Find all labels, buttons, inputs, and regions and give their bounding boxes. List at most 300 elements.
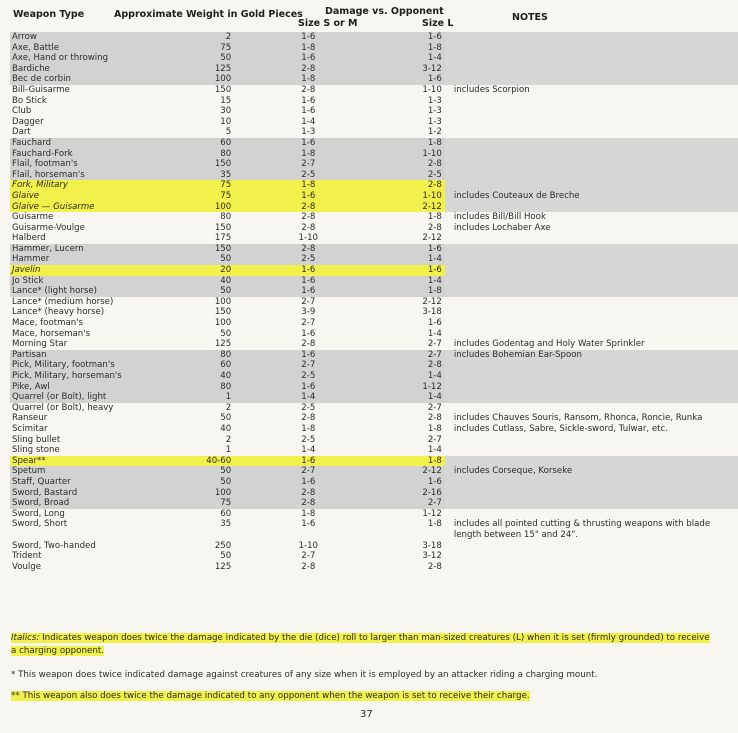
weapon-name: Bo Stick bbox=[12, 95, 47, 106]
table-row bbox=[10, 180, 738, 191]
damage-l: 1-3 bbox=[427, 95, 442, 106]
table-row bbox=[10, 106, 738, 117]
weapon-name: Morning Star bbox=[12, 339, 68, 350]
damage-sm: 2-8 bbox=[301, 222, 316, 233]
damage-l: 1-6 bbox=[377, 265, 445, 276]
weapon-weight: 40 bbox=[149, 276, 239, 287]
weapon-name: Partisan bbox=[10, 350, 149, 361]
weapon-weight: 5 bbox=[225, 127, 232, 138]
damage-l bbox=[377, 530, 445, 541]
damage-l: 2-12 bbox=[422, 233, 442, 244]
table-row bbox=[10, 466, 738, 477]
footnote-lance: * This weapon does twice indicated damage against creatures of any size when it is employed by an attacker riding a charging mount. bbox=[11, 670, 598, 680]
damage-sm: 1-3 bbox=[301, 127, 316, 138]
damage-sm: 1-6 bbox=[239, 53, 377, 64]
weapon-note bbox=[445, 127, 738, 138]
damage-sm: 2-5 bbox=[239, 254, 377, 265]
table-row bbox=[10, 233, 738, 244]
weapon-note bbox=[445, 435, 738, 446]
weapon-weight: 100 bbox=[214, 318, 232, 329]
weapon-name: Pick, Military, footman's bbox=[10, 360, 149, 371]
weapon-note: length between 15" and 24". bbox=[453, 529, 579, 540]
damage-sm: 2-8 bbox=[239, 498, 377, 509]
table-row bbox=[10, 424, 738, 435]
weapon-note bbox=[445, 32, 738, 43]
weapon-weight: 100 bbox=[149, 488, 239, 499]
weapon-name: Staff, Quarter bbox=[10, 477, 149, 488]
table-row bbox=[10, 445, 738, 456]
weapon-weight: 50 bbox=[149, 254, 239, 265]
table-row bbox=[10, 53, 738, 64]
damage-l: 1-8 bbox=[377, 138, 445, 149]
table-row bbox=[10, 551, 738, 562]
damage-l: 3-12 bbox=[422, 551, 442, 562]
damage-sm: 2-8 bbox=[301, 413, 316, 424]
damage-l: 2-8 bbox=[377, 159, 445, 170]
weapon-weight: 100 bbox=[149, 74, 239, 85]
damage-sm: 1-8 bbox=[239, 43, 377, 54]
table-row bbox=[10, 117, 738, 128]
weapon-weight: 2 bbox=[225, 402, 232, 413]
table-row bbox=[10, 477, 738, 488]
weapon-name: Sword, Short bbox=[12, 519, 68, 530]
weapon-name: Dart bbox=[12, 127, 31, 138]
table-row bbox=[10, 329, 738, 340]
weapon-name: Sword, Bastard bbox=[10, 488, 149, 499]
weapon-name: Axe, Battle bbox=[10, 43, 149, 54]
table-row bbox=[10, 85, 738, 96]
weapon-note: includes Bohemian Ear-Spoon bbox=[445, 350, 738, 361]
damage-l: 2-8 bbox=[377, 360, 445, 371]
damage-l: 3-18 bbox=[422, 307, 442, 318]
damage-sm: 1-6 bbox=[239, 32, 377, 43]
weapon-weight: 15 bbox=[220, 95, 232, 106]
damage-l: 2-7 bbox=[427, 402, 442, 413]
weapon-note bbox=[445, 403, 738, 414]
weapon-weight: 150 bbox=[149, 244, 239, 255]
weapon-note bbox=[445, 509, 738, 520]
weapon-note bbox=[445, 170, 738, 181]
weapon-name: Scimitar bbox=[12, 423, 48, 434]
weapon-note: includes Corseque, Korseke bbox=[445, 466, 738, 477]
damage-sm: 2-5 bbox=[239, 371, 377, 382]
weapon-note: includes Lochaber Axe bbox=[453, 222, 551, 233]
weapon-weight: 75 bbox=[149, 191, 239, 202]
weapon-name: Fauchard-Fork bbox=[10, 149, 149, 160]
weapon-note bbox=[445, 276, 738, 287]
damage-l: 1-4 bbox=[377, 276, 445, 287]
damage-sm: 1-8 bbox=[239, 149, 377, 160]
weapon-name: Flail, footman's bbox=[10, 159, 149, 170]
damage-l: 2-12 bbox=[377, 202, 445, 213]
damage-l: 1-2 bbox=[427, 127, 442, 138]
table-row bbox=[10, 435, 738, 446]
header-size-l: Size L bbox=[422, 18, 454, 29]
damage-l: 1-6 bbox=[427, 318, 442, 329]
page-number: 37 bbox=[360, 709, 373, 720]
weapon-weight: 80 bbox=[149, 350, 239, 361]
table-row bbox=[10, 318, 738, 329]
damage-l: 1-12 bbox=[377, 382, 445, 393]
weapon-name: Jo Stick bbox=[10, 276, 149, 287]
damage-l: 1-6 bbox=[377, 32, 445, 43]
damage-sm: 1-6 bbox=[239, 382, 377, 393]
damage-l: 1-4 bbox=[427, 445, 442, 456]
damage-l: 1-10 bbox=[377, 149, 445, 160]
weapon-name: Mace, footman's bbox=[12, 318, 83, 329]
weapon-note: includes Scorpion bbox=[453, 84, 530, 95]
weapon-weight: 60 bbox=[149, 360, 239, 371]
footnote-spear-text: ** This weapon also does twice the damage indicated to any opponent when the weapon is set to receive their charge. bbox=[11, 691, 530, 701]
table-row bbox=[10, 498, 738, 509]
weapon-name: Spetum bbox=[10, 466, 149, 477]
weapon-weight: 150 bbox=[214, 84, 232, 95]
damage-l: 2-7 bbox=[377, 350, 445, 361]
table-row bbox=[10, 191, 738, 202]
damage-sm: 2-7 bbox=[239, 466, 377, 477]
damage-sm: 2-8 bbox=[301, 212, 316, 223]
weapon-weight: 150 bbox=[149, 159, 239, 170]
weapon-name: Sword, Long bbox=[12, 508, 65, 519]
table-row bbox=[10, 159, 738, 170]
damage-sm: 2-8 bbox=[239, 488, 377, 499]
weapon-note bbox=[445, 392, 738, 403]
damage-sm: 1-8 bbox=[301, 423, 316, 434]
weapon-name: Guisarme-Voulge bbox=[12, 222, 85, 233]
weapon-name: Lance* (medium horse) bbox=[12, 296, 114, 307]
weapon-name: Hammer, Lucern bbox=[10, 244, 149, 255]
weapons-table bbox=[10, 32, 738, 572]
weapon-note: includes Couteaux de Breche bbox=[445, 191, 738, 202]
damage-l: 1-3 bbox=[427, 116, 442, 127]
damage-l: 2-7 bbox=[427, 434, 442, 445]
damage-sm: 1-4 bbox=[301, 445, 316, 456]
damage-l: 2-8 bbox=[377, 180, 445, 191]
table-row bbox=[10, 371, 738, 382]
weapon-weight: 10 bbox=[220, 116, 232, 127]
weapon-note: includes Godentag and Holy Water Sprinkler bbox=[453, 339, 645, 350]
damage-sm: 1-8 bbox=[239, 180, 377, 191]
weapon-name: Hammer bbox=[10, 254, 149, 265]
weapon-note bbox=[445, 244, 738, 255]
damage-sm: 1-6 bbox=[301, 95, 316, 106]
damage-sm: 2-5 bbox=[301, 434, 316, 445]
weapon-name: Fauchard bbox=[10, 138, 149, 149]
weapon-name: Mace, horseman's bbox=[12, 328, 91, 339]
weapon-weight: 40 bbox=[220, 423, 232, 434]
header-size-sm: Size S or M bbox=[298, 18, 358, 29]
weapon-weight: 50 bbox=[149, 286, 239, 297]
table-row bbox=[10, 403, 738, 414]
table-row bbox=[10, 392, 738, 403]
weapon-note bbox=[445, 562, 738, 573]
weapon-weight: 50 bbox=[149, 466, 239, 477]
weapon-note bbox=[445, 233, 738, 244]
damage-sm: 1-6 bbox=[239, 265, 377, 276]
table-row bbox=[10, 127, 738, 138]
weapon-note bbox=[445, 64, 738, 75]
damage-l: 3-12 bbox=[377, 64, 445, 75]
table-row bbox=[10, 254, 738, 265]
table-row bbox=[10, 32, 738, 43]
weapon-name: Guisarme bbox=[12, 212, 54, 223]
damage-l: 1-10 bbox=[377, 191, 445, 202]
weapon-weight: 125 bbox=[214, 339, 232, 350]
table-row bbox=[10, 339, 738, 350]
weapon-name: Trident bbox=[12, 551, 42, 562]
weapon-name: Flail, horseman's bbox=[10, 170, 149, 181]
damage-sm: 1-6 bbox=[239, 477, 377, 488]
weapon-note bbox=[445, 265, 738, 276]
weapon-weight: 40-60 bbox=[149, 456, 239, 467]
damage-l: 2-7 bbox=[377, 498, 445, 509]
weapon-weight: 60 bbox=[149, 138, 239, 149]
damage-l: 1-4 bbox=[427, 328, 442, 339]
weapon-weight: 2 bbox=[149, 32, 239, 43]
damage-sm: 2-5 bbox=[301, 402, 316, 413]
table-row bbox=[10, 286, 738, 297]
weapon-name: Sling stone bbox=[12, 445, 60, 456]
weapon-name: Javelin bbox=[10, 265, 149, 276]
footnote-spear bbox=[11, 690, 530, 703]
header-damage: Damage vs. Opponent bbox=[325, 6, 444, 17]
damage-l: 1-3 bbox=[427, 106, 442, 117]
damage-l: 2-12 bbox=[377, 466, 445, 477]
table-row bbox=[10, 202, 738, 213]
weapon-note bbox=[445, 138, 738, 149]
table-row bbox=[10, 138, 738, 149]
damage-sm: 1-8 bbox=[239, 74, 377, 85]
weapon-note bbox=[445, 180, 738, 191]
weapon-name: Pick, Military, horseman's bbox=[10, 371, 149, 382]
table-row bbox=[10, 530, 738, 541]
weapon-weight bbox=[149, 530, 239, 541]
damage-sm: 1-10 bbox=[298, 540, 319, 551]
footnote-italics-label: Italics: bbox=[11, 633, 40, 643]
weapon-note bbox=[445, 360, 738, 371]
damage-sm: 1-6 bbox=[239, 350, 377, 361]
weapon-note bbox=[445, 541, 738, 552]
weapon-note bbox=[445, 149, 738, 160]
table-row bbox=[10, 43, 738, 54]
weapon-name: Bardiche bbox=[10, 64, 149, 75]
damage-l: 1-8 bbox=[427, 519, 442, 530]
weapon-weight: 35 bbox=[149, 170, 239, 181]
damage-l: 1-10 bbox=[422, 84, 442, 95]
footnote-italics-text: Indicates weapon does twice the damage indicated by the die (dice) roll to larger than man-sized creatures (L) when it is set (firmly grounded) to receive a charging opponent. bbox=[11, 633, 710, 656]
weapon-name: Club bbox=[12, 106, 32, 117]
damage-l: 1-4 bbox=[377, 53, 445, 64]
weapon-note bbox=[445, 498, 738, 509]
damage-sm: 2-7 bbox=[301, 551, 316, 562]
weapon-weight: 50 bbox=[149, 477, 239, 488]
damage-sm: 2-7 bbox=[301, 318, 316, 329]
damage-sm: 1-6 bbox=[301, 519, 316, 530]
damage-l: 2-7 bbox=[427, 339, 442, 350]
weapon-note bbox=[445, 318, 738, 329]
weapon-note bbox=[445, 159, 738, 170]
damage-sm: 1-4 bbox=[239, 392, 377, 403]
damage-l: 2-8 bbox=[427, 413, 442, 424]
weapon-note bbox=[445, 477, 738, 488]
damage-sm: 1-6 bbox=[239, 456, 377, 467]
weapon-note bbox=[445, 329, 738, 340]
damage-sm: 1-6 bbox=[239, 286, 377, 297]
table-row bbox=[10, 307, 738, 318]
weapon-weight: 50 bbox=[220, 328, 232, 339]
weapon-weight: 125 bbox=[149, 64, 239, 75]
weapon-name: Fork, Military bbox=[10, 180, 149, 191]
damage-sm: 1-6 bbox=[301, 106, 316, 117]
weapon-note bbox=[445, 456, 738, 467]
weapon-name: Quarrel (or Bolt), light bbox=[10, 392, 149, 403]
damage-l: 3-18 bbox=[422, 540, 442, 551]
table-row bbox=[10, 276, 738, 287]
damage-sm: 1-4 bbox=[301, 116, 316, 127]
damage-sm: 2-7 bbox=[239, 360, 377, 371]
weapon-weight: 50 bbox=[149, 53, 239, 64]
damage-l: 2-12 bbox=[422, 296, 442, 307]
weapon-note bbox=[445, 43, 738, 54]
weapon-weight: 80 bbox=[149, 149, 239, 160]
weapon-note bbox=[445, 297, 738, 308]
header-notes: NOTES bbox=[512, 12, 548, 23]
weapon-note bbox=[445, 53, 738, 64]
weapon-weight: 50 bbox=[220, 551, 232, 562]
table-row bbox=[10, 96, 738, 107]
weapon-note: includes Cutlass, Sabre, Sickle-sword, Tulwar, etc. bbox=[453, 423, 668, 434]
weapon-name: Glaive — Guisarme bbox=[10, 202, 149, 213]
table-row bbox=[10, 350, 738, 361]
weapon-note: includes Bill/Bill Hook bbox=[453, 212, 546, 223]
damage-l: 1-8 bbox=[377, 43, 445, 54]
damage-sm: 2-5 bbox=[239, 170, 377, 181]
damage-sm: 2-8 bbox=[301, 84, 316, 95]
weapon-name bbox=[10, 530, 149, 541]
weapon-weight: 100 bbox=[149, 202, 239, 213]
weapon-note bbox=[445, 202, 738, 213]
weapon-note bbox=[445, 117, 738, 128]
weapon-note bbox=[445, 382, 738, 393]
weapon-name: Sword, Two-handed bbox=[12, 540, 96, 551]
weapon-weight: 35 bbox=[220, 519, 232, 530]
weapon-name: Lance* (heavy horse) bbox=[12, 307, 105, 318]
damage-sm: 2-7 bbox=[301, 296, 316, 307]
table-row bbox=[10, 456, 738, 467]
weapon-name: Bec de corbin bbox=[10, 74, 149, 85]
weapon-weight: 80 bbox=[220, 212, 232, 223]
weapon-note bbox=[445, 445, 738, 456]
header-weight: Approximate Weight in Gold Pieces bbox=[114, 9, 303, 20]
weapon-weight: 75 bbox=[149, 43, 239, 54]
weapon-name: Voulge bbox=[12, 561, 42, 572]
damage-sm: 2-7 bbox=[239, 159, 377, 170]
weapon-weight: 75 bbox=[149, 180, 239, 191]
weapon-name: Sling bullet bbox=[12, 434, 61, 445]
table-row bbox=[10, 64, 738, 75]
damage-l: 1-8 bbox=[377, 286, 445, 297]
weapon-weight: 50 bbox=[220, 413, 232, 424]
weapon-weight: 1 bbox=[225, 445, 232, 456]
weapon-name: Arrow bbox=[10, 32, 149, 43]
weapon-weight: 20 bbox=[149, 265, 239, 276]
table-row bbox=[10, 382, 738, 393]
weapon-note bbox=[445, 551, 738, 562]
table-row bbox=[10, 212, 738, 223]
damage-sm: 1-6 bbox=[239, 138, 377, 149]
weapon-name: Pike, Awl bbox=[10, 382, 149, 393]
damage-sm: 3-9 bbox=[301, 307, 316, 318]
weapon-note bbox=[445, 106, 738, 117]
weapon-note bbox=[445, 488, 738, 499]
weapon-note bbox=[445, 371, 738, 382]
damage-l: 2-16 bbox=[377, 488, 445, 499]
damage-l: 2-8 bbox=[427, 222, 442, 233]
weapon-weight: 175 bbox=[214, 233, 232, 244]
weapon-name: Glaive bbox=[10, 191, 149, 202]
weapon-weight: 75 bbox=[149, 498, 239, 509]
weapon-weight: 150 bbox=[214, 307, 232, 318]
weapon-weight: 80 bbox=[149, 382, 239, 393]
damage-l: 2-8 bbox=[427, 561, 442, 572]
damage-l: 1-6 bbox=[377, 477, 445, 488]
damage-sm: 1-6 bbox=[301, 328, 316, 339]
damage-sm bbox=[239, 530, 377, 541]
damage-l: 1-8 bbox=[377, 456, 445, 467]
table-row bbox=[10, 488, 738, 499]
weapon-note: includes all pointed cutting & thrusting weapons with blade bbox=[453, 519, 711, 530]
damage-sm: 1-10 bbox=[298, 233, 319, 244]
weapon-name: Halberd bbox=[12, 233, 46, 244]
weapon-name: Ranseur bbox=[12, 413, 48, 424]
table-row bbox=[10, 223, 738, 234]
damage-sm: 2-8 bbox=[301, 339, 316, 350]
table-row bbox=[10, 509, 738, 520]
table-row bbox=[10, 541, 738, 552]
damage-l: 2-5 bbox=[377, 170, 445, 181]
weapon-weight: 250 bbox=[214, 540, 232, 551]
weapon-weight: 100 bbox=[214, 296, 232, 307]
damage-sm: 2-8 bbox=[239, 64, 377, 75]
table-row bbox=[10, 265, 738, 276]
weapon-name: Dagger bbox=[12, 116, 44, 127]
weapon-name: Bill-Guisarme bbox=[12, 84, 70, 95]
table-row bbox=[10, 244, 738, 255]
table-row bbox=[10, 74, 738, 85]
table-row bbox=[10, 297, 738, 308]
weapon-name: Quarrel (or Bolt), heavy bbox=[12, 402, 114, 413]
weapon-name: Lance* (light horse) bbox=[10, 286, 149, 297]
footnote-italics bbox=[11, 632, 717, 658]
weapon-weight: 40 bbox=[149, 371, 239, 382]
weapon-name: Spear** bbox=[10, 456, 149, 467]
weapon-weight: 150 bbox=[214, 222, 232, 233]
damage-l: 1-4 bbox=[377, 371, 445, 382]
weapon-weight: 125 bbox=[214, 561, 232, 572]
damage-l: 1-6 bbox=[377, 244, 445, 255]
weapon-weight: 1 bbox=[149, 392, 239, 403]
weapon-note bbox=[445, 307, 738, 318]
damage-l: 1-4 bbox=[377, 392, 445, 403]
table-row bbox=[10, 562, 738, 573]
table-row bbox=[10, 170, 738, 181]
damage-sm: 2-8 bbox=[239, 244, 377, 255]
damage-sm: 1-6 bbox=[239, 191, 377, 202]
damage-l: 1-8 bbox=[427, 212, 442, 223]
damage-sm: 1-8 bbox=[301, 508, 316, 519]
weapon-note bbox=[445, 74, 738, 85]
damage-l: 1-12 bbox=[422, 508, 442, 519]
